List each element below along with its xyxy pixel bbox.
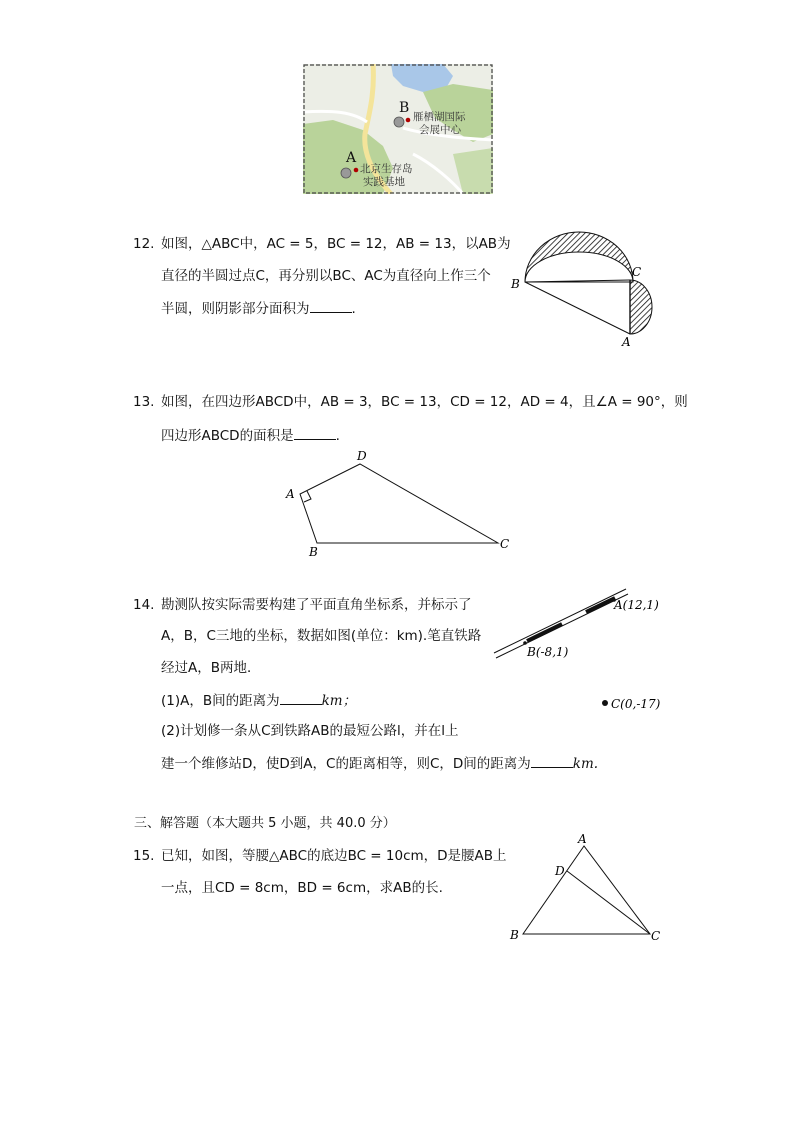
q12-number: 12. [133,236,155,252]
q15-fig-label-c: C [651,929,661,943]
map-figure [303,64,493,194]
q13-line2 [161,425,340,445]
q14-sub1-blank [280,690,322,705]
map-place-a-line1: 北京生存岛 [360,163,413,175]
q12-line2: 直径的半圆过点C，再分别以BC、AC为直径向上作三个 [161,268,491,284]
map-label-a: A [346,150,357,166]
q13-fig-label-a: A [286,487,295,501]
q14-line3: 经过A，B两地． [161,660,261,676]
q15-fig-label-b: B [510,928,519,942]
q14-sub2-unit: km. [572,756,599,772]
q13-line1: 如图，在四边形ABCD中，AB = 3，BC = 13，CD = 12，AD = 4，且∠A = 90°，则 [161,394,688,410]
q14-line2: A，B，C三地的坐标，数据如图(单位：km).笔直铁路 [161,628,482,644]
q13-fig-label-c: C [500,537,510,551]
q12-fig-label-b: B [511,277,520,291]
q12-figure [505,222,685,352]
q14-sub2-line2 [161,753,598,773]
q14-fig-label-b: B(-8,1) [527,645,569,659]
q12-answer-blank [310,298,352,313]
q14-figure [490,585,670,715]
map-place-b-line2: 会展中心 [419,124,461,136]
q13-answer-blank [294,425,336,440]
q14-line1: 勘测队按实际需要构建了平面直角坐标系，并标示了 [161,597,472,613]
q12-line1: 如图，△ABC中，AC = 5，BC = 12，AB = 13，以AB为 [161,236,511,252]
q13-fig-label-b: B [309,545,318,559]
map-place-a-line2: 实践基地 [363,176,405,188]
map-label-b: B [399,100,410,116]
q15-fig-label-a: A [578,833,587,846]
q14-fig-label-c: C(0,-17) [611,697,661,711]
q13-line2-text: 四边形ABCD的面积是 [161,428,294,444]
q14-sub2-text: 建一个维修站D，使D到A，C的距离相等，则C，D间的距离为 [161,756,531,772]
q15-fig-label-d: D [555,864,565,878]
q14-fig-label-a: A(12,1) [614,598,659,612]
q15-line2: 一点，且CD = 8cm，BD = 6cm，求AB的长. [161,880,443,896]
section-3-heading: 三、解答题（本大题共 5 小题，共 40.0 分） [134,816,396,831]
q13-line2-end: . [335,428,340,444]
q12-line3-text: 半圆，则阴影部分面积为 [161,301,310,317]
q14-sub2-line1: (2)计划修一条从C到铁路AB的最短公路l，并在l上 [161,723,459,739]
q14-sub1-unit: km； [321,693,357,709]
q15-line1: 已知，如图，等腰△ABC的底边BC = 10cm，D是腰AB上 [161,848,507,864]
q12-fig-label-c: C [632,265,642,279]
q15-number: 15. [133,848,155,864]
q12-line3 [161,298,356,318]
q12-fig-label-a: A [622,335,631,349]
q14-number: 14. [133,597,155,613]
q13-fig-label-d: D [357,449,367,463]
q12-line3-end: . [351,301,356,317]
q14-sub1 [161,690,356,710]
q14-sub2-blank [531,753,573,768]
q13-number: 13. [133,394,155,410]
map-place-b-line1: 雁栖湖国际 [413,111,466,123]
q14-sub1-text: (1)A，B间的距离为 [161,693,280,709]
q13-figure [280,446,520,561]
q15-figure [505,833,665,948]
